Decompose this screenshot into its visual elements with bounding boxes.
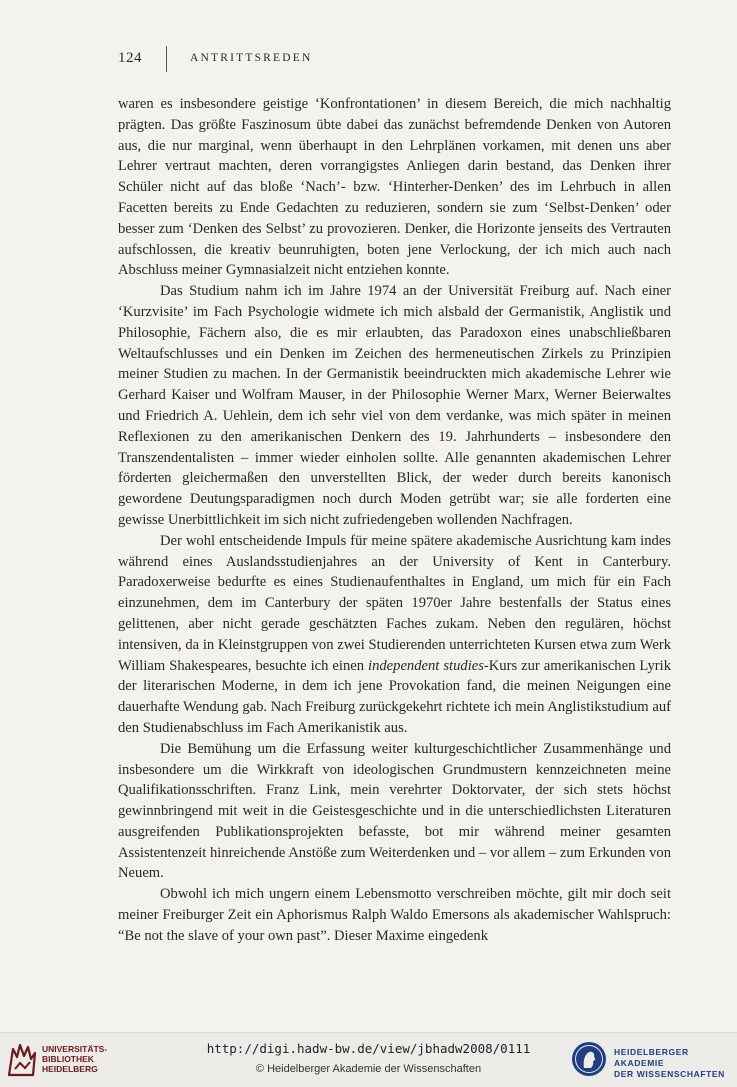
hadw-label[interactable] bbox=[614, 1047, 737, 1080]
copyright-notice: © Heidelberger Akademie der Wissenschaften bbox=[255, 1063, 482, 1075]
paragraph-3 bbox=[118, 531, 671, 739]
page-number: 124 bbox=[118, 50, 142, 66]
body-text bbox=[118, 94, 671, 947]
paragraph-4: Die Bemühung um die Erfassung weiter kulturgeschichtlicher Zusammenhänge und insbesondere um die Wirkkraft von ideologischen Grundmustern kennzeichneten meine Qualifikationsschriften. Franz Link, mein verehrter Doktorvater, der sich stets höchst gewinnbringend mit weit in die Geistesgeschichte und in die unterschiedlichsten Literaturen ausgreifenden Publikationsprojekten befasste, bot mir während meiner gesamten Assistentenzeit hinreichende Anstöße zum Weiterdenken und – vor allem – zum Erkunden von Neuem. bbox=[118, 740, 671, 882]
page-header bbox=[118, 46, 687, 72]
paragraph-3-start: Der wohl entscheidende Impuls für meine spätere akademische Ausrichtung kam indes während eines Auslandsstudienjahres an der University of Kent in Canterbury. Paradoxerweise bedurfte es eines Studienaufenthaltes in England, um mich für ein Fach einzunehmen, dem im Canterbury der späten 1970er Jahre bestenfalls der Status eines gelittenen, aber nicht gerade geschätzten Faches zukam. Neben den regulären, höchst intensiven, da in Kleinstgruppen von zwei Studierenden unterrichteten Kursen etwa zum Werk William Shakespeares, besuchte ich einen bbox=[118, 532, 671, 674]
ub-label-line-3: HEIDELBERG bbox=[42, 1064, 98, 1074]
hadw-label-line-1: HEIDELBERGER AKADEMIE bbox=[614, 1047, 689, 1068]
running-title: ANTRITTSREDEN bbox=[190, 52, 313, 64]
hadw-medallion-logo-icon[interactable] bbox=[570, 1040, 608, 1078]
viewer-footer bbox=[0, 1032, 737, 1087]
hadw-label-line-2: DER WISSENSCHAFTEN bbox=[614, 1069, 725, 1079]
italic-term: independent studies bbox=[368, 657, 484, 674]
header-divider bbox=[166, 46, 167, 72]
permalink-url[interactable]: http://digi.hadw-bw.de/view/jbhadw2008/0111 bbox=[206, 1041, 531, 1056]
ub-label-line-1: UNIVERSITÄTS- bbox=[42, 1044, 108, 1054]
paragraph-2: Das Studium nahm ich im Jahre 1974 an der Universität Freiburg auf. Nach einer ‘Kurzvisite’ im Fach Psychologie widmete ich mich alsbald der Germanistik, Anglistik und Philosophie, Fächern also, die es mir erlaubten, das Paradoxon eines unabschließbaren Weltaufschlusses und ein Denken im Zeichen des hermeneutischen Zirkels zu Prinzipien meiner Studien zu machen. In der Germanistik beeindruckten mich akademische Lehrer wie Gerhard Kaiser und Wolfram Mauser, in der Philosophie Werner Marx, Werner Beierwaltes und Friedrich A. Uehlein, dem ich sehr viel von dem verdanke, was mich später in meinen Reflexionen zu den amerikanischen Denkern des 19. Jahrhunderts – insbesondere den Transzendentalisten – immer wieder einholen sollte. Alle genannten akademischen Lehrer förderten gleichermaßen den unverstellten Blick, der weder durch bereits kanonisch gewordene Deutungsparadigmen noch durch Moden getrübt war; sie alle forderten eine gewisse Unerbittlichkeit im sich nicht zufriedengeben wollenden Nachfragen. bbox=[118, 283, 671, 528]
paragraph-3-end: -Kurs zur amerikanischen Lyrik der literarischen Moderne, in dem ich jene Provokation fand, die meinen Neigungen eine dauerhafte Wendung gab. Nach Freiburg zurückgekehrt richtete ich mein Anglistikstudium auf den Studienabschluss im Fach Amerikanistik aus. bbox=[118, 657, 671, 736]
ub-label-line-2: BIBLIOTHEK bbox=[42, 1054, 94, 1064]
paragraph-1: waren es insbesondere geistige ‘Konfrontationen’ in diesem Bereich, die mich nachhaltig prägten. Das größte Faszinosum übte dabei das zunächst befremdende Denken von Autoren aus, die nur marginal, wenn überhaupt in den Lehrplänen vorkamen, mit denen uns aber Lehrer vertraut machten, deren vorrangigstes Anliegen darin bestand, das Denken ihrer Schüler nicht auf das bloße ‘Nach’- bzw. ‘Hinterher-Denken’ des im Lehrbuch in allen Facetten bereits zu Ende Gedachten zu reduzieren, sondern sie zum ‘Selbst-Denken’ oder besser zum ‘Denken des Selbst’ zu provozieren. Denker, die Horizonte jenseits des Vertrauten aufschlossen, die kreativ beunruhigten, boten jene Verlockung, der ich mich auch nach Abschluss meiner Gymnasialzeit nicht entziehen konnte. bbox=[118, 96, 671, 279]
paragraph-5: Obwohl ich mich ungern einem Lebensmotto verschreiben möchte, gilt mir doch seit meiner Freiburger Zeit ein Aphorismus Ralph Waldo Emersons als akademischer Wahlspruch: “Be not the slave of your own past”. Dieser Maxime eingedenk bbox=[118, 886, 671, 944]
